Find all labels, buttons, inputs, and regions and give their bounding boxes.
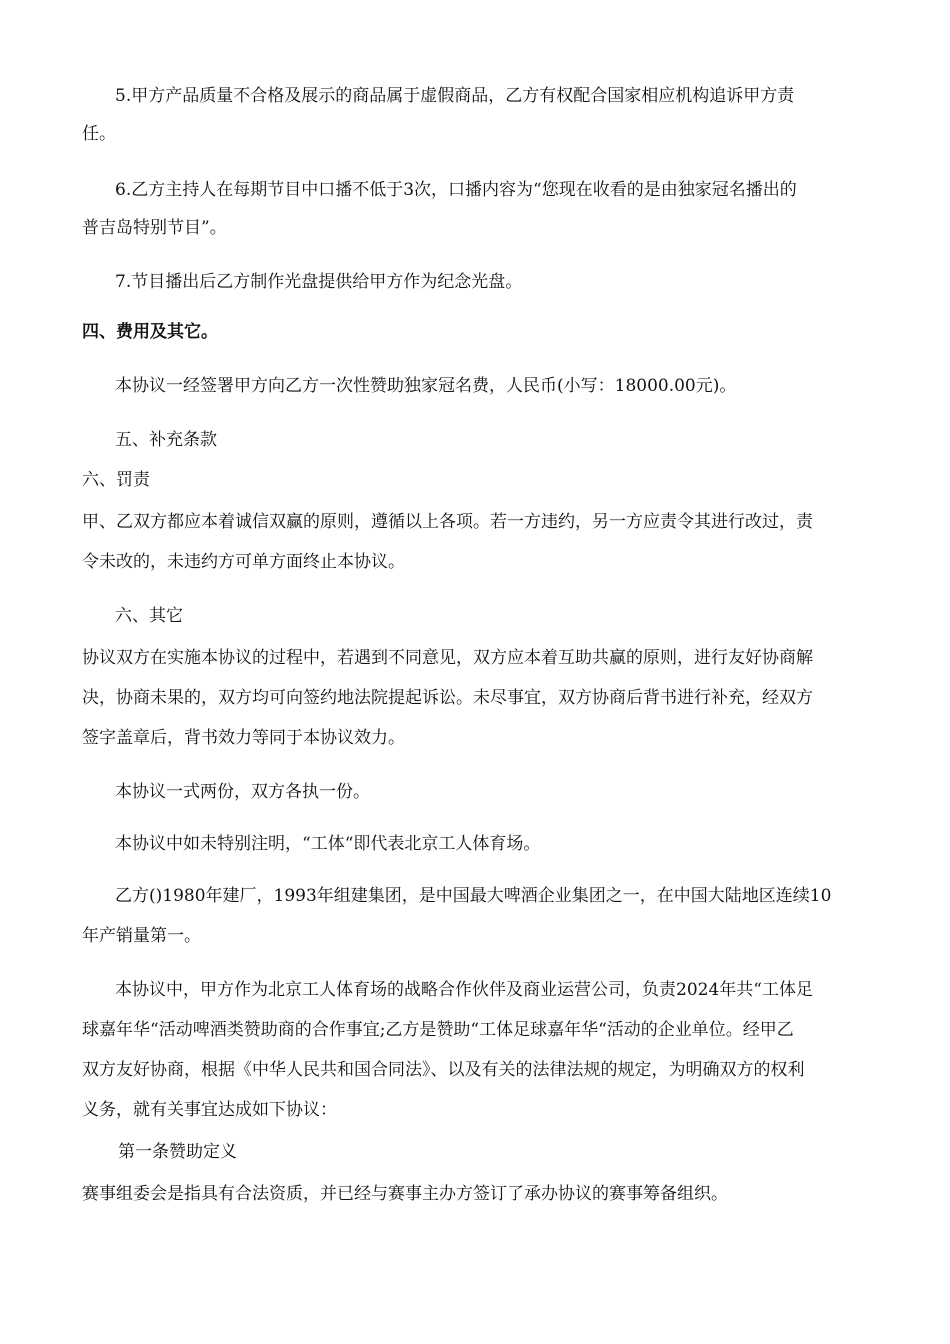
penalty-line-2: 令未改的，未违约方可单方面终止本协议。 — [82, 552, 405, 572]
definition-paragraph: 赛事组委会是指具有合法资质，并已经与赛事主办方签订了承办协议的赛事筹备组织。 — [82, 1184, 728, 1204]
other-line-2: 决，协商未果的，双方均可向签约地法院提起诉讼。未尽事宜，双方协商后背书进行补充，经双方 — [82, 688, 813, 708]
clause-7: 7.节目播出后乙方制作光盘提供给甲方作为纪念光盘。 — [115, 272, 523, 292]
clause-6-line-2: 普吉岛特别节目”。 — [82, 218, 227, 238]
section-6-other-heading: 六、其它 — [115, 606, 183, 626]
party-b-line-1: 乙方()1980年建厂，1993年组建集团，是中国最大啤酒企业集团之一，在中国大陆地区连续10 — [115, 886, 832, 906]
copies-paragraph: 本协议一式两份，双方各执一份。 — [115, 782, 370, 802]
intro-line-2: 球嘉年华“活动啤酒类赞助商的合作事宜;乙方是赞助“工体足球嘉年华“活动的企业单位。经甲乙 — [82, 1020, 794, 1040]
intro-line-1: 本协议中，甲方作为北京工人体育场的战略合作伙伴及商业运营公司，负责2024年共“工体足 — [115, 980, 813, 1000]
fee-paragraph: 本协议一经签署甲方向乙方一次性赞助独家冠名费，人民币(小写：18000.00元)。 — [115, 376, 737, 396]
article-1-heading: 第一条赞助定义 — [118, 1142, 237, 1162]
clause-6-line-1: 6.乙方主持人在每期节目中口播不低于3次，口播内容为“您现在收看的是由独家冠名播出的 — [115, 180, 797, 200]
section-6-penalty-heading: 六、罚责 — [82, 470, 150, 490]
section-5-heading: 五、补充条款 — [115, 430, 217, 450]
penalty-line-1: 甲、乙双方都应本着诚信双赢的原则，遵循以上各项。若一方违约，另一方应责令其进行改过，责 — [82, 512, 813, 532]
definition-note: 本协议中如未特别注明，“工体“即代表北京工人体育场。 — [115, 834, 541, 854]
party-b-line-2: 年产销量第一。 — [82, 926, 201, 946]
intro-line-4: 义务，就有关事宜达成如下协议： — [82, 1100, 337, 1120]
other-line-1: 协议双方在实施本协议的过程中，若遇到不同意见，双方应本着互助共赢的原则，进行友好协商解 — [82, 648, 813, 668]
section-4-heading: 四、费用及其它。 — [82, 322, 218, 342]
intro-line-3: 双方友好协商，根据《中华人民共和国合同法》、以及有关的法律法规的规定，为明确双方的权利 — [82, 1060, 805, 1080]
clause-5-line-1: 5.甲方产品质量不合格及展示的商品属于虚假商品，乙方有权配合国家相应机构追诉甲方责 — [115, 86, 795, 106]
clause-5-line-2: 任。 — [82, 124, 116, 144]
other-line-3: 签字盖章后，背书效力等同于本协议效力。 — [82, 728, 405, 748]
